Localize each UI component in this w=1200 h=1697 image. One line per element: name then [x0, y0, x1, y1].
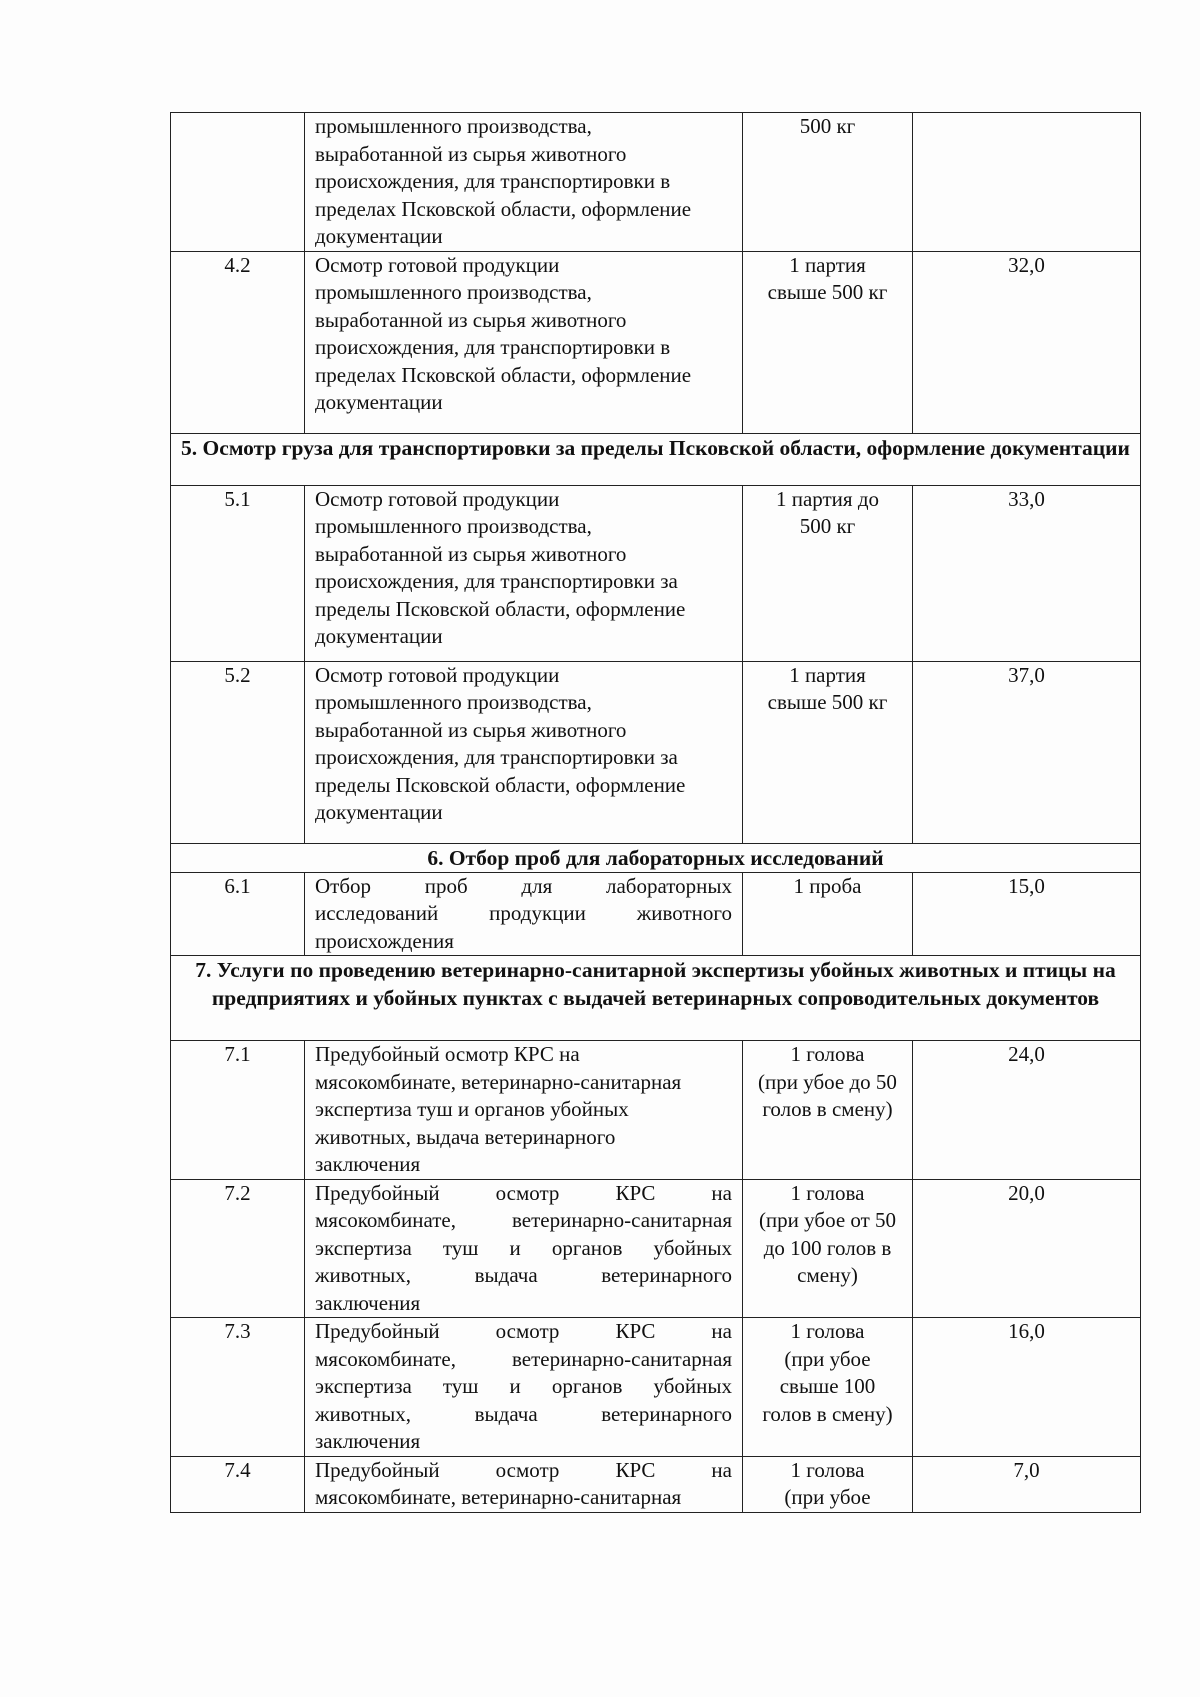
description-line: мясокомбинате, ветеринарно-санитарная [315, 1346, 732, 1371]
description-line: Предубойный осмотр КРС на [315, 1457, 732, 1482]
table-row [171, 251, 1141, 433]
description-line: заключения [315, 1429, 421, 1453]
description-line: Осмотр готовой продукции [315, 662, 560, 687]
description-line: пределах Псковской области, оформление [315, 196, 692, 221]
description-line: промышленного производства, [315, 690, 592, 714]
item-number: 7.3 [171, 1318, 305, 1457]
description-line: Осмотр готовой продукции [315, 486, 560, 511]
description-line: экспертиза туш и органов убойных [315, 1235, 732, 1260]
service-description [305, 113, 743, 252]
unit-line: 1 голова [790, 1319, 865, 1343]
unit-of-measure [743, 1318, 913, 1457]
unit-of-measure [743, 113, 913, 252]
unit-of-measure [743, 1179, 913, 1318]
service-description [305, 1041, 743, 1180]
unit-line: 500 кг [799, 114, 856, 138]
unit-line: свыше 500 кг [767, 280, 888, 304]
unit-of-measure [743, 1041, 913, 1180]
description-line: документации [315, 800, 443, 824]
unit-line: смену) [797, 1263, 858, 1287]
unit-line: 1 партия до [775, 486, 880, 511]
table-row [171, 661, 1141, 843]
item-number: 6.1 [171, 872, 305, 956]
description-line: Отбор проб для лабораторных [315, 873, 732, 898]
unit-line: (при убое [784, 1485, 871, 1509]
price: 32,0 [913, 251, 1141, 433]
service-description [305, 1456, 743, 1512]
unit-of-measure [743, 1456, 913, 1512]
description-line: экспертиза туш и органов убойных [315, 1374, 732, 1398]
item-number: 7.1 [171, 1041, 305, 1180]
description-line: происхождения [315, 928, 454, 953]
service-description [305, 1179, 743, 1318]
section-title: 6. Отбор проб для лабораторных исследований [171, 843, 1141, 872]
description-line: мясокомбинате, ветеринарно-санитарная [315, 1069, 682, 1094]
unit-line: 1 партия [789, 662, 866, 687]
description-line: Осмотр готовой продукции [315, 252, 560, 277]
description-line: пределах Псковской области, оформление [315, 362, 692, 387]
service-description [305, 485, 743, 661]
description-line: происхождения, для транспортировки в [315, 335, 671, 359]
description-line: выработанной из сырья животного [315, 541, 627, 566]
description-line: животных, выдача ветеринарного [315, 1401, 732, 1426]
unit-line: 1 партия [789, 252, 866, 277]
item-number: 7.4 [171, 1456, 305, 1512]
description-line: экспертиза туш и органов убойных [315, 1097, 629, 1121]
price: 24,0 [913, 1041, 1141, 1180]
unit-line: до 100 голов в [763, 1235, 892, 1260]
description-line: выработанной из сырья животного [315, 307, 627, 332]
price: 33,0 [913, 485, 1141, 661]
unit-line: 1 голова [790, 1457, 865, 1482]
price: 15,0 [913, 872, 1141, 956]
description-line: промышленного производства, [315, 514, 592, 538]
unit-line: голов в смену) [762, 1401, 893, 1426]
description-line: заключения [315, 1290, 421, 1315]
unit-of-measure [743, 485, 913, 661]
description-line: исследований продукции животного [315, 901, 732, 925]
table-row [171, 872, 1141, 956]
price: 7,0 [913, 1456, 1141, 1512]
description-line: животных, выдача ветеринарного [315, 1124, 616, 1149]
service-description [305, 872, 743, 956]
unit-line: 1 проба [793, 873, 862, 898]
description-line: промышленного производства, [315, 114, 592, 138]
table-row [171, 1179, 1141, 1318]
unit-line: свыше 500 кг [767, 690, 888, 714]
section-row [171, 843, 1141, 872]
item-number: 5.2 [171, 661, 305, 843]
unit-line: 1 голова [790, 1042, 865, 1066]
section-title: 5. Осмотр груза для транспортировки за пределы Псковской области, оформление документации [171, 433, 1141, 485]
description-line: документации [315, 390, 443, 414]
description-line: заключения [315, 1152, 421, 1176]
price [913, 113, 1141, 252]
unit-of-measure [743, 251, 913, 433]
unit-line: 500 кг [799, 514, 856, 538]
description-line: происхождения, для транспортировки за [315, 569, 678, 593]
unit-line: (при убое [784, 1346, 871, 1371]
service-description [305, 661, 743, 843]
service-description [305, 251, 743, 433]
description-line: документации [315, 224, 443, 248]
tariff-table-body [171, 113, 1141, 1513]
price: 37,0 [913, 661, 1141, 843]
unit-line: (при убое до 50 [758, 1069, 897, 1094]
section-title: 7. Услуги по проведению ветеринарно-санитарной экспертизы убойных животных и птицы на предприятиях и убойных пунктах с выдачей ветеринарных сопроводительных документов [171, 956, 1141, 1041]
item-number: 5.1 [171, 485, 305, 661]
description-line: выработанной из сырья животного [315, 717, 627, 742]
table-row [171, 1041, 1141, 1180]
section-row [171, 433, 1141, 485]
service-description [305, 1318, 743, 1457]
description-line: пределы Псковской области, оформление [315, 772, 686, 797]
description-line: происхождения, для транспортировки в [315, 169, 671, 193]
description-line: происхождения, для транспортировки за [315, 745, 678, 769]
item-number: 4.2 [171, 251, 305, 433]
table-row [171, 1318, 1141, 1457]
unit-line: 1 голова [790, 1180, 865, 1205]
price: 20,0 [913, 1179, 1141, 1318]
description-line: Предубойный осмотр КРС на [315, 1319, 732, 1343]
description-line: выработанной из сырья животного [315, 141, 627, 166]
table-row [171, 113, 1141, 252]
price: 16,0 [913, 1318, 1141, 1457]
tariff-table [170, 112, 1141, 1513]
description-line: мясокомбинате, ветеринарно-санитарная [315, 1208, 732, 1232]
unit-line: (при убое от 50 [758, 1208, 897, 1232]
unit-of-measure [743, 661, 913, 843]
description-line: промышленного производства, [315, 280, 592, 304]
unit-of-measure [743, 872, 913, 956]
item-number [171, 113, 305, 252]
unit-line: голов в смену) [762, 1097, 893, 1121]
description-line: мясокомбинате, ветеринарно-санитарная [315, 1485, 682, 1509]
section-row [171, 956, 1141, 1041]
table-row [171, 1456, 1141, 1512]
description-line: документации [315, 624, 443, 648]
description-line: Предубойный осмотр КРС на [315, 1180, 732, 1205]
description-line: животных, выдача ветеринарного [315, 1263, 732, 1287]
item-number: 7.2 [171, 1179, 305, 1318]
unit-line: свыше 100 [779, 1374, 876, 1398]
description-line: Предубойный осмотр КРС на [315, 1042, 580, 1066]
table-row [171, 485, 1141, 661]
description-line: пределы Псковской области, оформление [315, 596, 686, 621]
